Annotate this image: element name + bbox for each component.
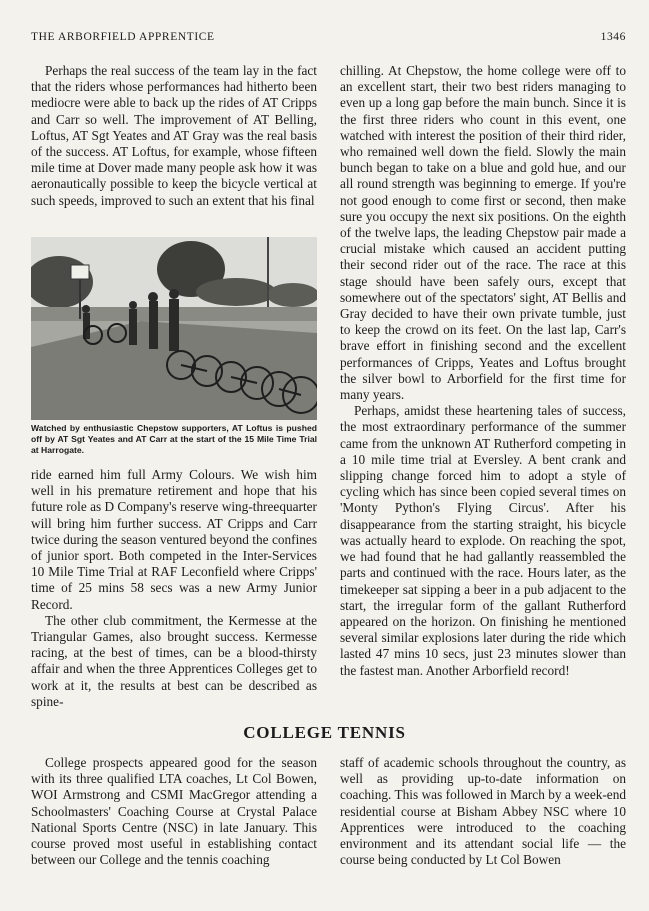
cycling-left-column-bottom [31, 467, 317, 710]
cyclists-photo-illustration [31, 237, 317, 420]
paragraph: Perhaps, amidst these heartening tales of success, the most extraordinary performance of the summer came from the unknown AT Rutherford competing in a 10 mile time trial at Eversley. A bent crank and slipping change forced him to adopt a style of cycling which has since been copied several times on 'Monty Python's Flying Circus'. After his disappearance from the starting straight, his bicycle was actually heard to explode. On reaching the spot, we had found that he had gallantly reassembled the parts and continued with the race. Hours later, as the timekeeper sat sipping a beer in a pub adjacent to the start, the irregular form of the gallant Rutherford appeared on the horizon. On finishing he mentioned several similar explosions later during the ride which lasted 47 mins 10 secs, just 23 minutes slower than the fastest man. Another Arborfield record! [340, 403, 626, 678]
paragraph: The other club commitment, the Kermesse at the Triangular Games, also brought success. Kermesse racing, at the best of times, can be a blood-thirsty affair and when the three Apprentices Colleges get to work at it, the results at best can be described as spine- [31, 612, 317, 709]
publication-title: THE ARBORFIELD APPRENTICE [31, 31, 215, 43]
tennis-left-column [31, 755, 317, 868]
cycling-left-column-top [31, 63, 317, 209]
page-number: 1346 [600, 31, 626, 43]
section-heading: COLLEGE TENNIS [243, 723, 406, 742]
tennis-right-column [340, 755, 626, 868]
paragraph: staff of academic schools throughout the country, as well as providing up-to-date information on coaching. This was followed in March by a week-end residential course at Bisham Abbey NSC where 10 Apprentices were introduced to the coaching environment and its attendant social life — the course being conducted by Lt Col Bowen [340, 755, 626, 868]
paragraph: College prospects appeared good for the season with its three qualified LTA coaches, Lt Col Bowen, WOI Armstrong and CSMI MacGregor attending a Schoolmasters' Coaching Course at Crystal Palace National Sports Centre (NSC) in late January. This course proved most useful in establishing contact between our College and the tennis coaching [31, 755, 317, 868]
cycling-right-column [340, 63, 626, 679]
photo-caption: Watched by enthusiastic Chepstow supporters, AT Loftus is pushed off by AT Sgt Yeates and AT Carr at the start of the 15 Mile Time Trial at Harrogate. [31, 423, 317, 455]
paragraph: ride earned him full Army Colours. We wish him well in his premature retirement and hope that his future role as D Company's reserve wing-threequarter will bring him further success. AT Cripps and Carr twice during the season ventured beyond the confines of junior sport. Both competed in the Inter-Services 10 Mile Time Trial at RAF Leconfield where Cripps' time of 25 mins 58 secs was a new Army Junior Record. [31, 467, 317, 612]
cycling-start-photo [31, 237, 317, 420]
paragraph: Perhaps the real success of the team lay in the fact that the riders whose performances had hitherto been mediocre were able to back up the rides of AT Cripps and Carr so well. The improvement of AT Belling, Loftus, AT Sgt Yeates and AT Gray was the real basis of the success. AT Loftus, for example, whose fifteen mile time at Dover made many people ask how it was aeronautically possible to keep the bicycle vertical at such speeds, improved to such an extent that his final [31, 63, 317, 208]
paragraph: chilling. At Chepstow, the home college were off to an excellent start, their two best riders managing to even up a long gap before the main bunch. Since it is the first three riders who count in this event, one watched with interest the position of their third rider, who remained well down the field. Slowly the main bunch began to take on a blue and gold hue, and our all round strength was beginning to emerge. If you're not good enough to come first or second, then make sure you occupy the next six positions. On the eighth of the twelve laps, the leading Chepstow pair made a crucial mistake which caused an accident putting their second rider out of the race. The race at this stage should have been safely ours, except that somewhere out of the spectators' sight, AT Bellis and Gray decided to have their own private tumble, just to keep the crowd on its feet. On the last lap, Carr's brave effort in finishing second and the excellent performances of Cripps, Yeates and Loftus brought the silver bowl to Arborfield for the first time for many years. [340, 63, 626, 403]
